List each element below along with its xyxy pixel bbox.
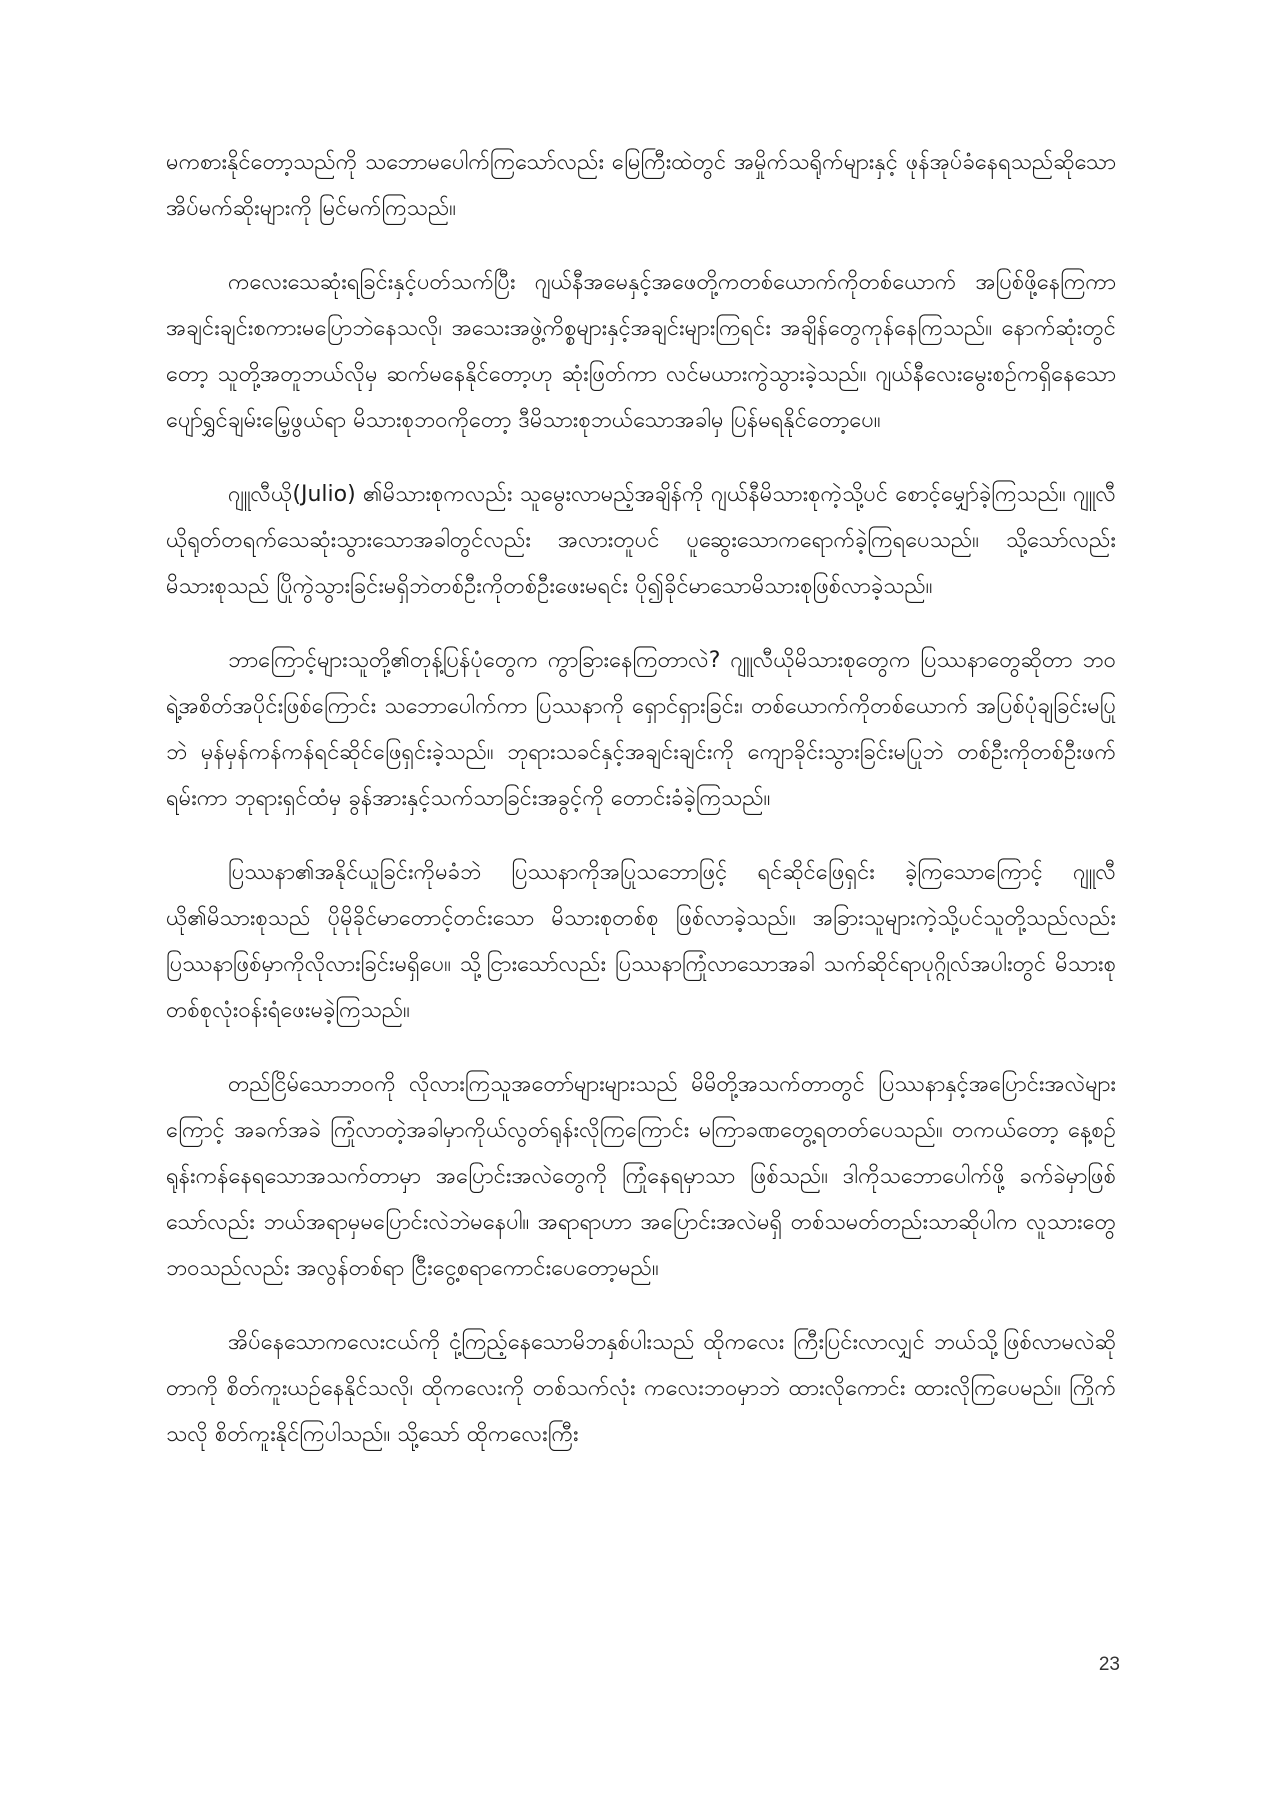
paragraph-5: ပြဿနာ၏အနိုင်ယူခြင်းကိုမခံဘဲ ပြဿနာကိုအပြုသဘောဖြင့် ရင်ဆိုင်ဖြေရှင်း ခဲ့ကြသောကြောင့် ဂျူလီယို၏မိသားစုသည် ပိုမိုခိုင်မာတောင့်တင်းသော မိသားစုတစ်စု ဖြစ်လာခဲ့သည်။ အခြားသူများကဲ့သို့ပင်သူတို့သည်လည်း ပြဿနာဖြစ်မှာကိုလိုလားခြင်းမရှိပေ။ သို့ငြားသော်လည်း ပြဿနာကြုံလာသောအခါ သက်ဆိုင်ရာပုဂ္ဂိုလ်အပါးတွင် မိသားစုတစ်စုလုံးဝန်းရံဖေးမခဲ့ကြသည်။ [166, 860, 1116, 1023]
document-page [166, 140, 1116, 1486]
paragraph-7: အိပ်နေသောကလေးငယ်ကို ငုံ့ကြည့်နေသောမိဘနှစ်ပါးသည် ထိုကလေး ကြီးပြင်းလာလျှင် ဘယ်သို့ဖြစ်လာမလဲဆိုတာကို စိတ်ကူးယဉ်နေနိုင်သလို၊ ထိုကလေးကို တစ်သက်လုံး ကလေးဘဝမှာဘဲ ထားလိုကောင်း ထားလိုကြပေမည်။ ကြိုက်သလို စိတ်ကူးနိုင်ကြပါသည်။ သို့သော် ထိုကလေးကြီး [166, 1330, 1116, 1447]
page-number: 23 [1098, 1654, 1120, 1675]
paragraph-6: တည်ငြိမ်သောဘဝကို လိုလားကြသူအတော်များများသည် မိမိတို့အသက်တာတွင် ပြဿနာနှင့်အပြောင်းအလဲများကြောင့် အခက်အခဲ ကြုံလာတဲ့အခါမှာကိုယ်လွတ်ရုန်းလိုကြကြောင်း မကြာခဏတွေ့ရတတ်ပေသည်။ တကယ်တော့ နေ့စဉ်ရုန်းကန်နေရသောအသက်တာမှာ အပြောင်းအလဲတွေကို ကြုံနေရမှာသာ ဖြစ်သည်။ ဒါကိုသဘောပေါက်ဖို့ ခက်ခဲမှာဖြစ်သော်လည်း ဘယ်အရာမှမပြောင်းလဲဘဲမနေပါ။ အရာရာဟာ အပြောင်းအလဲမရှိ တစ်သမတ်တည်းသာဆိုပါက လူသားတွေဘဝသည်လည်း အလွန်တစ်ရာ ငြီးငွေ့စရာကောင်းပေတော့မည်။ [166, 1072, 1116, 1281]
paragraph-3: ဂျူလီယို(Julio) ၏မိသားစုကလည်း သူမွေးလာမည့်အချိန်ကို ဂျယ်နီမိသားစုကဲ့သို့ပင် စောင့်မျှော်ခဲ့ကြသည်။ ဂျူလီယိုရုတ်တရက်သေဆုံးသွားသောအခါတွင်လည်း အလားတူပင် ပူဆွေးသောကရောက်ခဲ့ကြရပေသည်။ သို့သော်လည်း မိသားစုသည် ပြိုကွဲသွားခြင်းမရှိဘဲတစ်ဦးကိုတစ်ဦးဖေးမရင်း ပို၍ခိုင်မာသောမိသားစုဖြစ်လာခဲ့သည်။ [166, 482, 1116, 599]
paragraph-2: ကလေးသေဆုံးရခြင်းနှင့်ပတ်သက်ပြီး ဂျယ်နီအမေနှင့်အဖေတို့ကတစ်ယောက်ကိုတစ်ယောက် အပြစ်ဖို့နေကြကာ အချင်းချင်းစကားမပြောဘဲနေသလို၊ အသေးအဖွဲ့ကိစ္စများနှင့်အချင်းများကြရင်း အချိန်တွေကုန်နေကြသည်။ နောက်ဆုံးတွင်တော့ သူတို့အတူဘယ်လိုမှ ဆက်မနေနိုင်တော့ဟု ဆုံးဖြတ်ကာ လင်မယားကွဲသွားခဲ့သည်။ ဂျယ်နီလေးမွေးစဉ်ကရှိနေသော ပျော်ရွှင်ချမ်းမြေ့ဖွယ်ရာ မိသားစုဘဝကိုတော့ ဒီမိသားစုဘယ်သောအခါမှ ပြန်မရနိုင်တော့ပေ။ [166, 270, 1116, 433]
paragraph-1: မကစားနိုင်တော့သည်ကို သဘောမပေါက်ကြသော်လည်း မြေကြီးထဲတွင် အမှိုက်သရိုက်များနှင့် ဖုန်အုပ်ခံနေရသည်ဆိုသော အိပ်မက်ဆိုးများကို မြင်မက်ကြသည်။ [166, 150, 1116, 221]
paragraph-4: ဘာကြောင့်များသူတို့၏တုန့်ပြန်ပုံတွေက ကွာခြားနေကြတာလဲ? ဂျူလီယိုမိသားစုတွေက ပြဿနာတွေဆိုတာ ဘဝရဲ့အစိတ်အပိုင်းဖြစ်ကြောင်း သဘောပေါက်ကာ ပြဿနာကို ရှောင်ရှားခြင်း၊ တစ်ယောက်ကိုတစ်ယောက် အပြစ်ပုံချခြင်းမပြုဘဲ မှန်မှန်ကန်ကန်ရင်ဆိုင်ဖြေရှင်းခဲ့သည်။ ဘုရားသခင်နှင့်အချင်းချင်းကို ကျောခိုင်းသွားခြင်းမပြုဘဲ တစ်ဦးကိုတစ်ဦးဖက်ရမ်းကာ ဘုရားရှင်ထံမှ ခွန်အားနှင့်သက်သာခြင်းအခွင့်ကို တောင်းခံခဲ့ကြသည်။ [166, 648, 1116, 811]
